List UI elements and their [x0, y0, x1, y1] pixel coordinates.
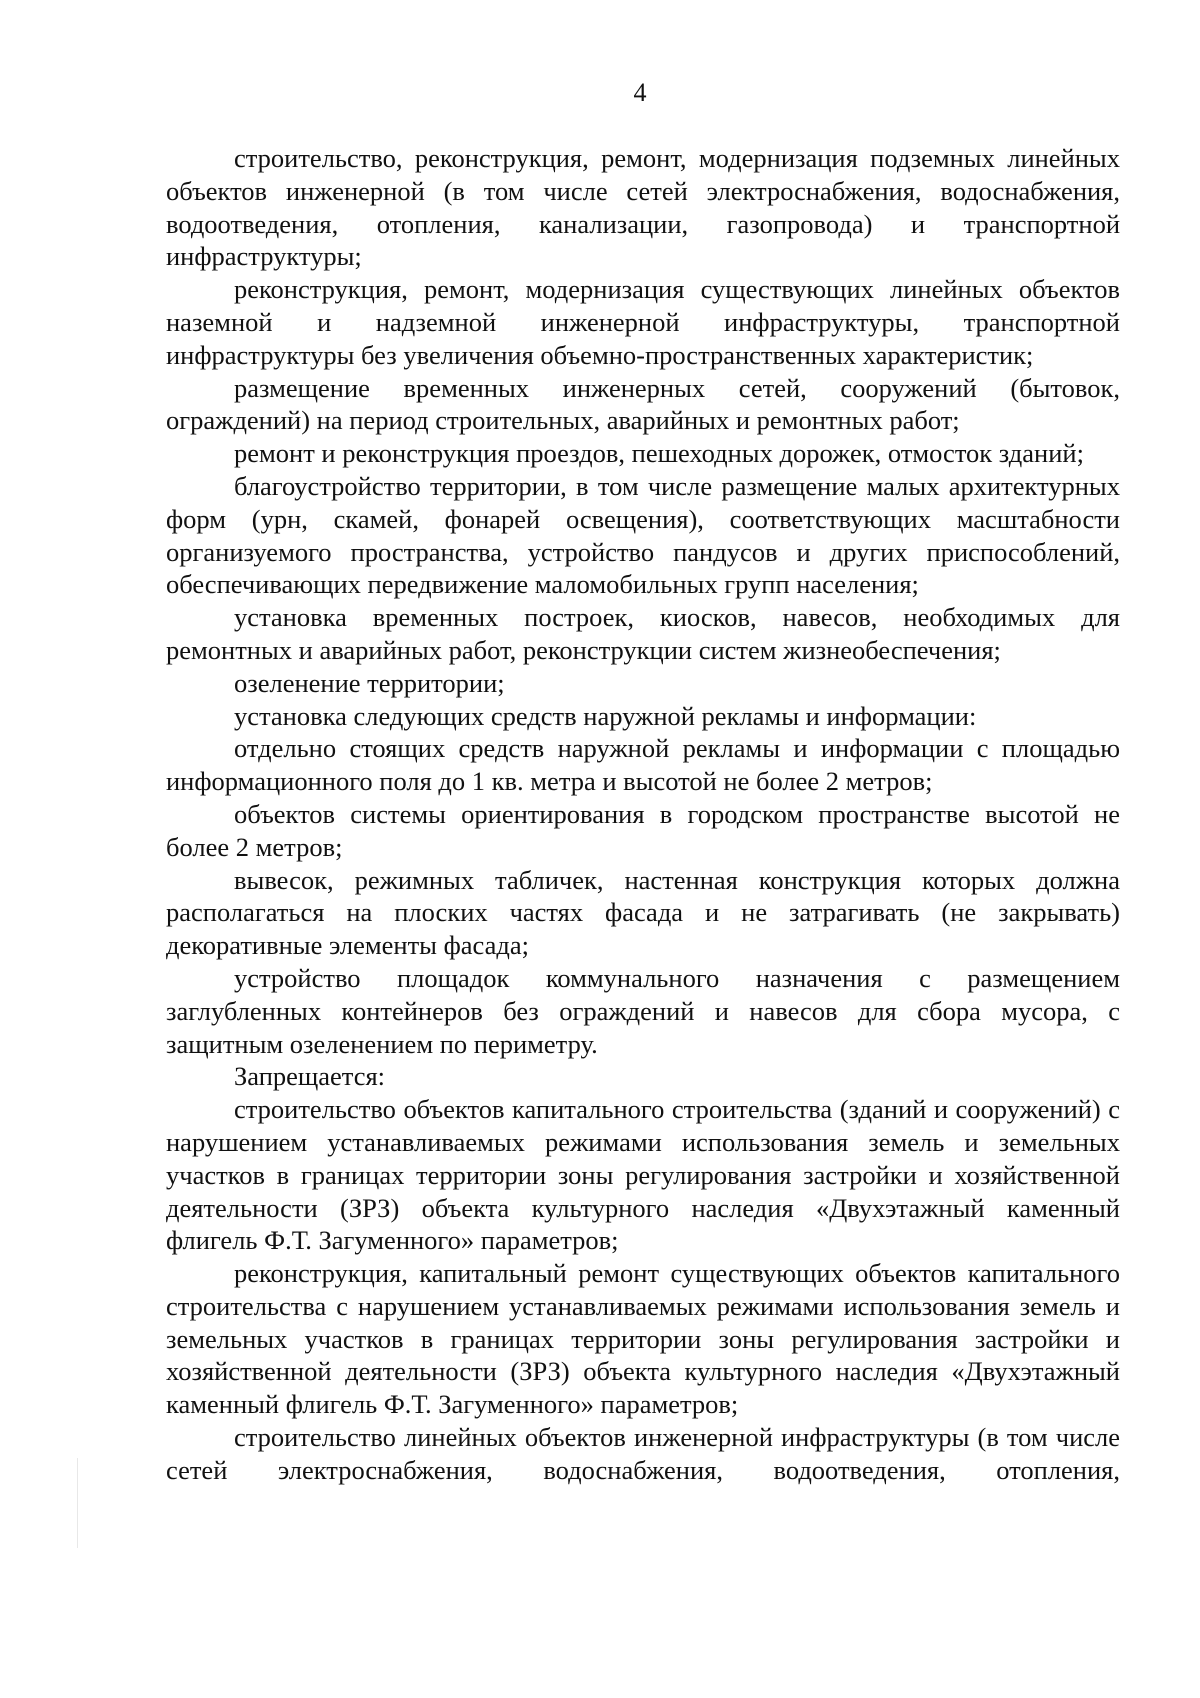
- paragraph-temporary-buildings: установка временных построек, киосков, навесов, необходимых для ремонтных и аварийных работ, реконструкции систем жизнеобеспечения;: [166, 602, 1120, 665]
- paragraph-orientation-system: объектов системы ориентирования в городском пространстве высотой не более 2 метров;: [166, 798, 1120, 862]
- paragraph-standalone-advertising: отдельно стоящих средств наружной рекламы и информации с площадью информационного поля до 1 кв. метра и высотой не более 2 метров;: [166, 733, 1120, 797]
- document-body: [166, 142, 1120, 1487]
- paragraph-advertising-installation: установка следующих средств наружной рекламы и информации:: [234, 700, 977, 731]
- paragraph-repair-driveways: ремонт и реконструкция проездов, пешеходных дорожек, отмосток зданий;: [234, 438, 1084, 469]
- paragraph-waste-sites: устройство площадок коммунального назначения с размещением заглубленных контейнеров без ограждений и навесов для сбора мусора, с защитным озеленением по периметру.: [166, 962, 1120, 1059]
- paragraph-greening: озеленение территории;: [234, 667, 505, 698]
- paragraph-prohibited-linear-objects: строительство линейных объектов инженерной инфраструктуры (в том числе сетей электроснабжения, водоснабжения, водоотведения, отопления,: [166, 1422, 1120, 1485]
- scan-artifact-line: [77, 1458, 78, 1548]
- paragraph-landscaping: благоустройство территории, в том числе размещение малых архитектурных форм (урн, скамей, фонарей освещения), соответствующих масштабности организуемого пространства, устройство пандусов и других приспособлений, обеспечивающих передвижение маломобильных групп населения;: [166, 470, 1120, 600]
- paragraph-prohibited-reconstruction: реконструкция, капитальный ремонт существующих объектов капитального строительства с нарушением устанавливаемых режимами использования земель и земельных участков в границах территории зоны регулирования застройки и хозяйственной деятельности (ЗРЗ) объекта культурного наследия «Двухэтажный каменный флигель Ф.Т. Загуменного» параметров;: [166, 1258, 1120, 1420]
- paragraph-underground-construction: строительство, реконструкция, ремонт, модернизация подземных линейных объектов инженерной (в том числе сетей электроснабжения, водоснабжения, водоотведения, отопления, канализации, газопровода) и транспортной инфраструктуры;: [166, 143, 1120, 272]
- paragraph-prohibited-construction: строительство объектов капитального строительства (зданий и сооружений) с нарушением устанавливаемых режимами использования земель и земельных участков в границах территории зоны регулирования застройки и хозяйственной деятельности (ЗРЗ) объекта культурного наследия «Двухэтажный каменный флигель Ф.Т. Загуменного» параметров;: [166, 1094, 1120, 1256]
- prohibited-heading: Запрещается:: [234, 1061, 386, 1092]
- paragraph-reconstruction-linear-objects: реконструкция, ремонт, модернизация существующих линейных объектов наземной и надземной инженерной инфраструктуры, транспортной инфраструктуры без увеличения объемно-пространственных характеристик;: [166, 274, 1120, 370]
- page-number: 4: [633, 78, 647, 107]
- paragraph-signboards: вывесок, режимных табличек, настенная конструкция которых должна располагаться на плоских частях фасада и не затрагивать (не закрывать) декоративные элементы фасада;: [166, 864, 1120, 961]
- paragraph-temporary-networks: размещение временных инженерных сетей, сооружений (бытовок, ограждений) на период строительных, аварийных и ремонтных работ;: [166, 372, 1120, 436]
